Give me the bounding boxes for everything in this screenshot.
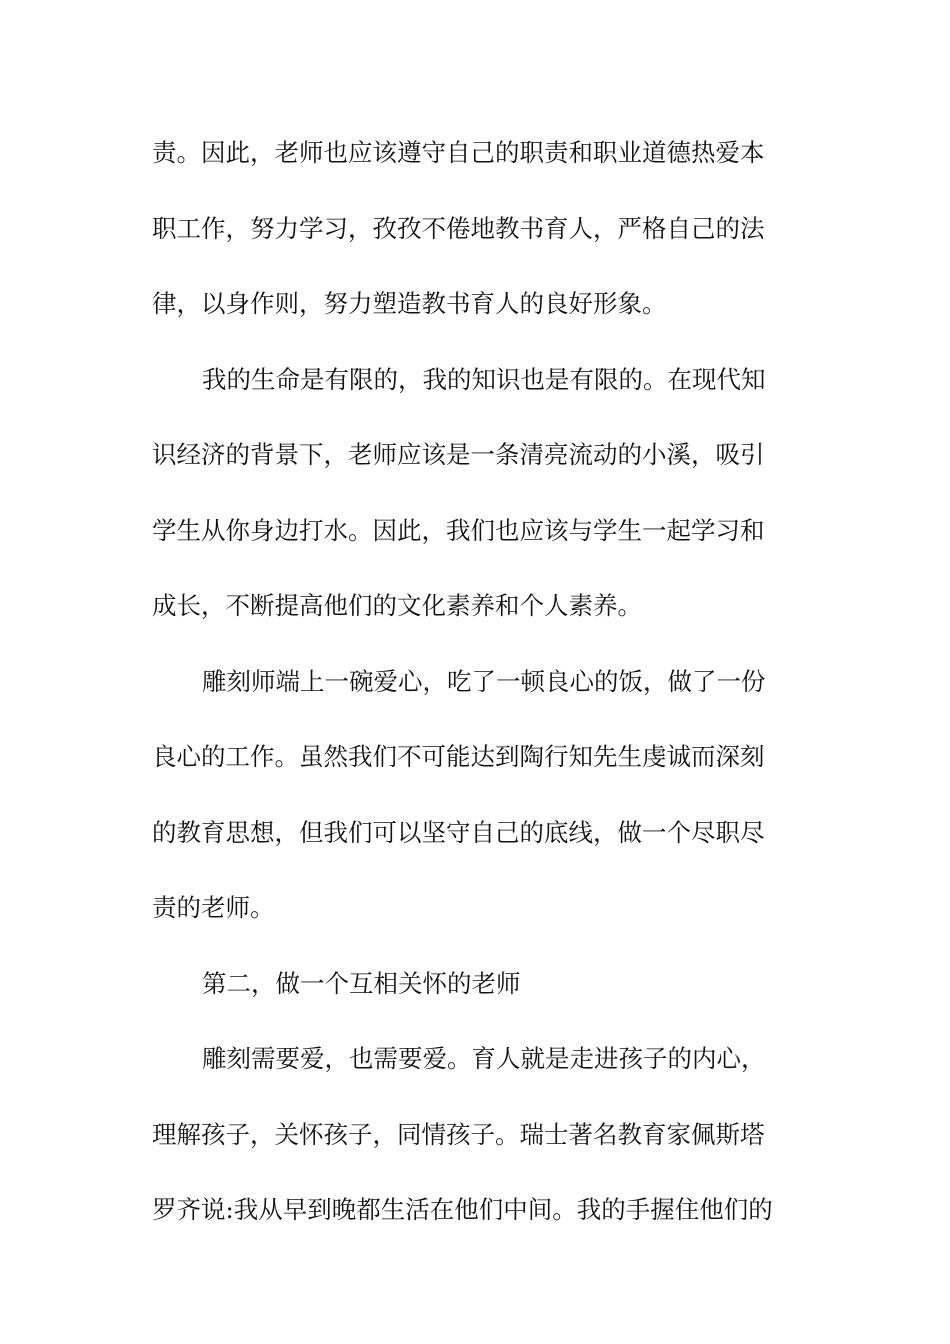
- text-line: 责。因此，老师也应该遵守自己的职责和职业道德热爱本: [152, 138, 765, 167]
- text-line: 理解孩子，关怀孩子，同情孩子。瑞士著名教育家佩斯塔: [152, 1119, 765, 1149]
- text-line: 罗齐说:我从早到晚都生活在他们中间。我的手握住他们的: [152, 1195, 773, 1224]
- text-line: 职工作，努力学习，孜孜不倦地教书育人，严格自己的法: [152, 213, 765, 243]
- text-line: 的教育思想，但我们可以坚守自己的底线，做一个尽职尽: [152, 817, 765, 847]
- document-body: [152, 121, 802, 1254]
- text-line: 识经济的背景下，老师应该是一条清亮流动的小溪，吸引: [152, 440, 765, 469]
- paragraph-start-line: 雕刻需要爱，也需要爱。育人就是走进孩子的内心，: [202, 1044, 766, 1073]
- paragraph-start-line: 雕刻师端上一碗爱心，吃了一顿良心的饭，做了一份: [202, 666, 766, 696]
- text-line: 责的老师。: [152, 893, 275, 922]
- text-line: 学生从你身边打水。因此，我们也应该与学生一起学习和: [152, 515, 765, 545]
- section-heading: 第二，做一个互相关怀的老师: [202, 968, 521, 998]
- text-line: 良心的工作。虽然我们不可能达到陶行知先生虔诚而深刻: [152, 742, 765, 771]
- paragraph-start-line: 我的生命是有限的，我的知识也是有限的。在现代知: [202, 364, 766, 394]
- text-line: 成长，不断提高他们的文化素养和个人素养。: [152, 591, 642, 620]
- text-line: 律，以身作则，努力塑造教书育人的良好形象。: [152, 289, 667, 318]
